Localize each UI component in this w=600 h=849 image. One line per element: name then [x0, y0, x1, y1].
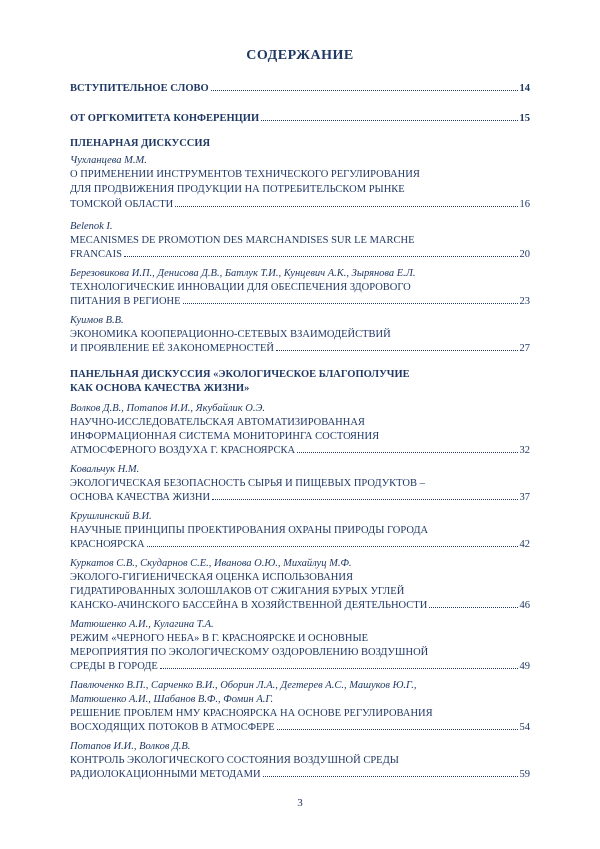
- entry-page: 15: [519, 113, 530, 124]
- entry-page: 42: [519, 539, 530, 550]
- entry-title-line: СРЕДЫ В ГОРОДЕ: [70, 661, 158, 672]
- entry-authors: Матюшенко А.И., Кулагина Т.А.: [70, 619, 214, 630]
- entry-authors: Потапов И.И., Волков Д.В.: [70, 741, 191, 752]
- entry-title: ОТ ОРГКОМИТЕТА КОНФЕРЕНЦИИ: [70, 113, 260, 124]
- entry-title-line: О ПРИМЕНЕНИИ ИНСТРУМЕНТОВ ТЕХНИЧЕСКОГО РЕГУЛИРОВАНИЯ: [70, 169, 420, 180]
- page-number: 3: [297, 797, 303, 809]
- entry-authors: Ковальчук Н.М.: [70, 464, 140, 475]
- entry-title-line: РЕЖИМ «ЧЕРНОГО НЕБА» В Г. КРАСНОЯРСКЕ И ОСНОВНЫЕ: [70, 633, 369, 644]
- entry-title-line: ДЛЯ ПРОДВИЖЕНИЯ ПРОДУКЦИИ НА ПОТРЕБИТЕЛЬСКОМ РЫНКЕ: [70, 184, 405, 195]
- entry-authors: Березовикова И.П., Денисова Д.В., Батлук Т.И., Кунцевич А.К., Зырянова Е.Л.: [70, 268, 416, 279]
- toc-entry-last-line[interactable]: [70, 295, 530, 308]
- toc-entry-last-line[interactable]: [70, 491, 530, 504]
- toc-entry-last-line[interactable]: [70, 444, 530, 457]
- toc-title: СОДЕРЖАНИЕ: [246, 48, 354, 63]
- entry-title-line: НАУЧНО-ИССЛЕДОВАТЕЛЬСКАЯ АВТОМАТИЗИРОВАННАЯ: [70, 417, 365, 428]
- entry-title-line: РАДИОЛОКАЦИОННЫМИ МЕТОДАМИ: [70, 769, 261, 780]
- toc-entry-last-line[interactable]: [70, 198, 530, 211]
- entry-authors: Belenok I.: [70, 221, 113, 232]
- entry-title-line: ВОСХОДЯЩИХ ПОТОКОВ В АТМОСФЕРЕ: [70, 722, 275, 733]
- entry-page: 16: [519, 199, 530, 210]
- entry-page: 32: [519, 445, 530, 456]
- entry-page: 46: [519, 600, 530, 611]
- entry-title-line: ТЕХНОЛОГИЧЕСКИЕ ИННОВАЦИИ ДЛЯ ОБЕСПЕЧЕНИЯ ЗДОРОВОГО: [70, 282, 411, 293]
- entry-authors: Куимов В.В.: [70, 315, 124, 326]
- entry-authors: Волков Д.В., Потапов И.И., Якубайлик О.Э.: [70, 403, 265, 414]
- entry-page: 27: [519, 343, 530, 354]
- toc-entry-last-line[interactable]: [70, 721, 530, 734]
- toc-entry-last-line[interactable]: [70, 248, 530, 261]
- entry-title-line: ПИТАНИЯ В РЕГИОНЕ: [70, 296, 181, 307]
- entry-page: 49: [519, 661, 530, 672]
- entry-authors: Куркатов С.В., Скударнов С.Е., Иванова О.Ю., Михайлуц М.Ф.: [70, 558, 352, 569]
- toc-entry-orgcommittee[interactable]: [70, 112, 530, 125]
- entry-title-line: НАУЧНЫЕ ПРИНЦИПЫ ПРОЕКТИРОВАНИЯ ОХРАНЫ ПРИРОДЫ ГОРОДА: [70, 525, 429, 536]
- section-heading-panel: ПАНЕЛЬНАЯ ДИСКУССИЯ «ЭКОЛОГИЧЕСКОЕ БЛАГОПОЛУЧИЕ: [70, 369, 410, 380]
- entry-authors: Павлюченко В.П., Сарченко В.И., Оборин Л.А., Дегтерев А.С., Машуков Ю.Г.,: [70, 680, 417, 691]
- entry-title-line: АТМОСФЕРНОГО ВОЗДУХА Г. КРАСНОЯРСКА: [70, 445, 296, 456]
- entry-title-line: ИНФОРМАЦИОННАЯ СИСТЕМА МОНИТОРИНГА СОСТОЯНИЯ: [70, 431, 380, 442]
- section-heading-panel-cont: КАК ОСНОВА КАЧЕСТВА ЖИЗНИ»: [70, 383, 250, 394]
- entry-title-line: МЕРОПРИЯТИЯ ПО ЭКОЛОГИЧЕСКОМУ ОЗДОРОВЛЕНИЮ ВОЗДУШНОЙ: [70, 647, 429, 658]
- toc-entry-last-line[interactable]: [70, 660, 530, 673]
- entry-title-line: ЭКОНОМИКА КООПЕРАЦИОННО-СЕТЕВЫХ ВЗАИМОДЕЙСТВИЙ: [70, 329, 391, 340]
- toc-entry-last-line[interactable]: [70, 768, 530, 781]
- entry-title-line: КАНСКО-АЧИНСКОГО БАССЕЙНА В ХОЗЯЙСТВЕННОЙ ДЕЯТЕЛЬНОСТИ: [70, 600, 428, 611]
- entry-page: 23: [519, 296, 530, 307]
- entry-page: 54: [519, 722, 530, 733]
- entry-authors: Крушлинский В.И.: [70, 511, 152, 522]
- entry-title-line: ТОМСКОЙ ОБЛАСТИ: [70, 199, 174, 210]
- entry-title-line: КРАСНОЯРСКА: [70, 539, 145, 550]
- entry-page: 59: [519, 769, 530, 780]
- entry-title-line: ЭКОЛОГО-ГИГИЕНИЧЕСКАЯ ОЦЕНКА ИСПОЛЬЗОВАНИЯ: [70, 572, 353, 583]
- section-heading-plenary: ПЛЕНАРНАЯ ДИСКУССИЯ: [70, 138, 211, 149]
- entry-title-line: FRANCAIS: [70, 249, 122, 260]
- entry-page: 14: [519, 83, 530, 94]
- entry-title-line: И ПРОЯВЛЕНИЕ ЕЁ ЗАКОНОМЕРНОСТЕЙ: [70, 343, 275, 354]
- entry-title-line: РЕШЕНИЕ ПРОБЛЕМ НМУ КРАСНОЯРСКА НА ОСНОВЕ РЕГУЛИРОВАНИЯ: [70, 708, 433, 719]
- entry-page: 37: [519, 492, 530, 503]
- entry-title-line: КОНТРОЛЬ ЭКОЛОГИЧЕСКОГО СОСТОЯНИЯ ВОЗДУШНОЙ СРЕДЫ: [70, 755, 399, 766]
- entry-page: 20: [519, 249, 530, 260]
- toc-entry-last-line[interactable]: [70, 342, 530, 355]
- entry-title-line: ЭКОЛОГИЧЕСКАЯ БЕЗОПАСНОСТЬ СЫРЬЯ И ПИЩЕВЫХ ПРОДУКТОВ –: [70, 478, 425, 489]
- entry-title-line: MECANISMES DE PROMOTION DES MARCHANDISES SUR LE MARCHE: [70, 235, 415, 246]
- toc-entry-last-line[interactable]: [70, 599, 530, 612]
- entry-title-line: ГИДРАТИРОВАННЫХ ЗОЛОШЛАКОВ ОТ СЖИГАНИЯ БУРЫХ УГЛЕЙ: [70, 586, 405, 597]
- entry-title: ВСТУПИТЕЛЬНОЕ СЛОВО: [70, 83, 209, 94]
- toc-entry-foreword[interactable]: [70, 82, 530, 95]
- entry-title-line: ОСНОВА КАЧЕСТВА ЖИЗНИ: [70, 492, 211, 503]
- entry-authors: Чухланцева М.М.: [70, 155, 147, 166]
- toc-entry-last-line[interactable]: [70, 538, 530, 551]
- entry-authors: Матюшенко А.И., Шабанов В.Ф., Фомин А.Г.: [70, 694, 274, 705]
